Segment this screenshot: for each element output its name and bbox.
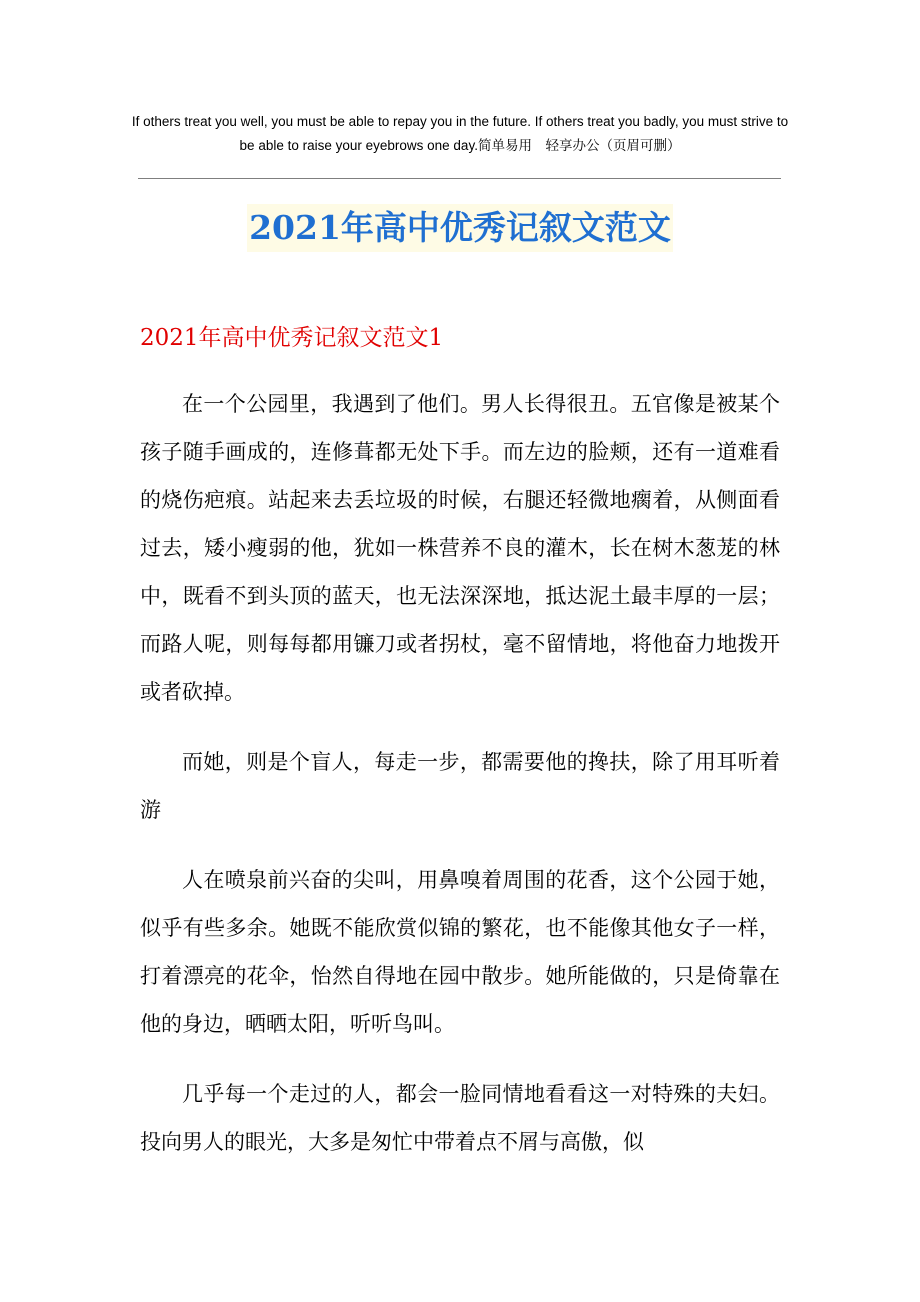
paragraph-2: 而她，则是个盲人，每走一步，都需要他的搀扶，除了用耳听着游 (140, 750, 780, 822)
section-heading: 2021年高中优秀记叙文范文1 (140, 325, 444, 351)
paragraph-4: 几乎每一个走过的人，都会一脸同情地看看这一对特殊的夫妇。投向男人的眼光，大多是匆忙中带着点不屑与高傲，似 (140, 1082, 780, 1154)
header-divider (138, 178, 781, 179)
page-header-text: If others treat you well, you must be able to repay you in the future. If others treat you badly, you must strive to be able to raise your eyebrows one day.简单易用 轻享办公（页眉可删） (131, 114, 789, 153)
document-body (140, 380, 780, 1188)
paragraph-3: 人在喷泉前兴奋的尖叫，用鼻嗅着周围的花香，这个公园于她，似乎有些多余。她既不能欣赏似锦的繁花，也不能像其他女子一样，打着漂亮的花伞，怡然自得地在园中散步。她所能做的，只是倚靠在他的身边，晒晒太阳，听听鸟叫。 (140, 868, 780, 1036)
document-title: 2021年高中优秀记叙文范文 (247, 204, 673, 252)
paragraph-1: 在一个公园里，我遇到了他们。男人长得很丑。五官像是被某个孩子随手画成的，连修葺都无处下手。而左边的脸颊，还有一道难看的烧伤疤痕。站起来去丢垃圾的时候，右腿还轻微地瘸着，从侧面看过去，矮小瘦弱的他，犹如一株营养不良的灌木，长在树木葱茏的林中，既看不到头顶的蓝天，也无法深深地，抵达泥土最丰厚的一层；而路人呢，则每每都用镰刀或者拐杖，毫不留情地，将他奋力地拨开或者砍掉。 (140, 392, 780, 704)
document-title-container (0, 204, 920, 252)
